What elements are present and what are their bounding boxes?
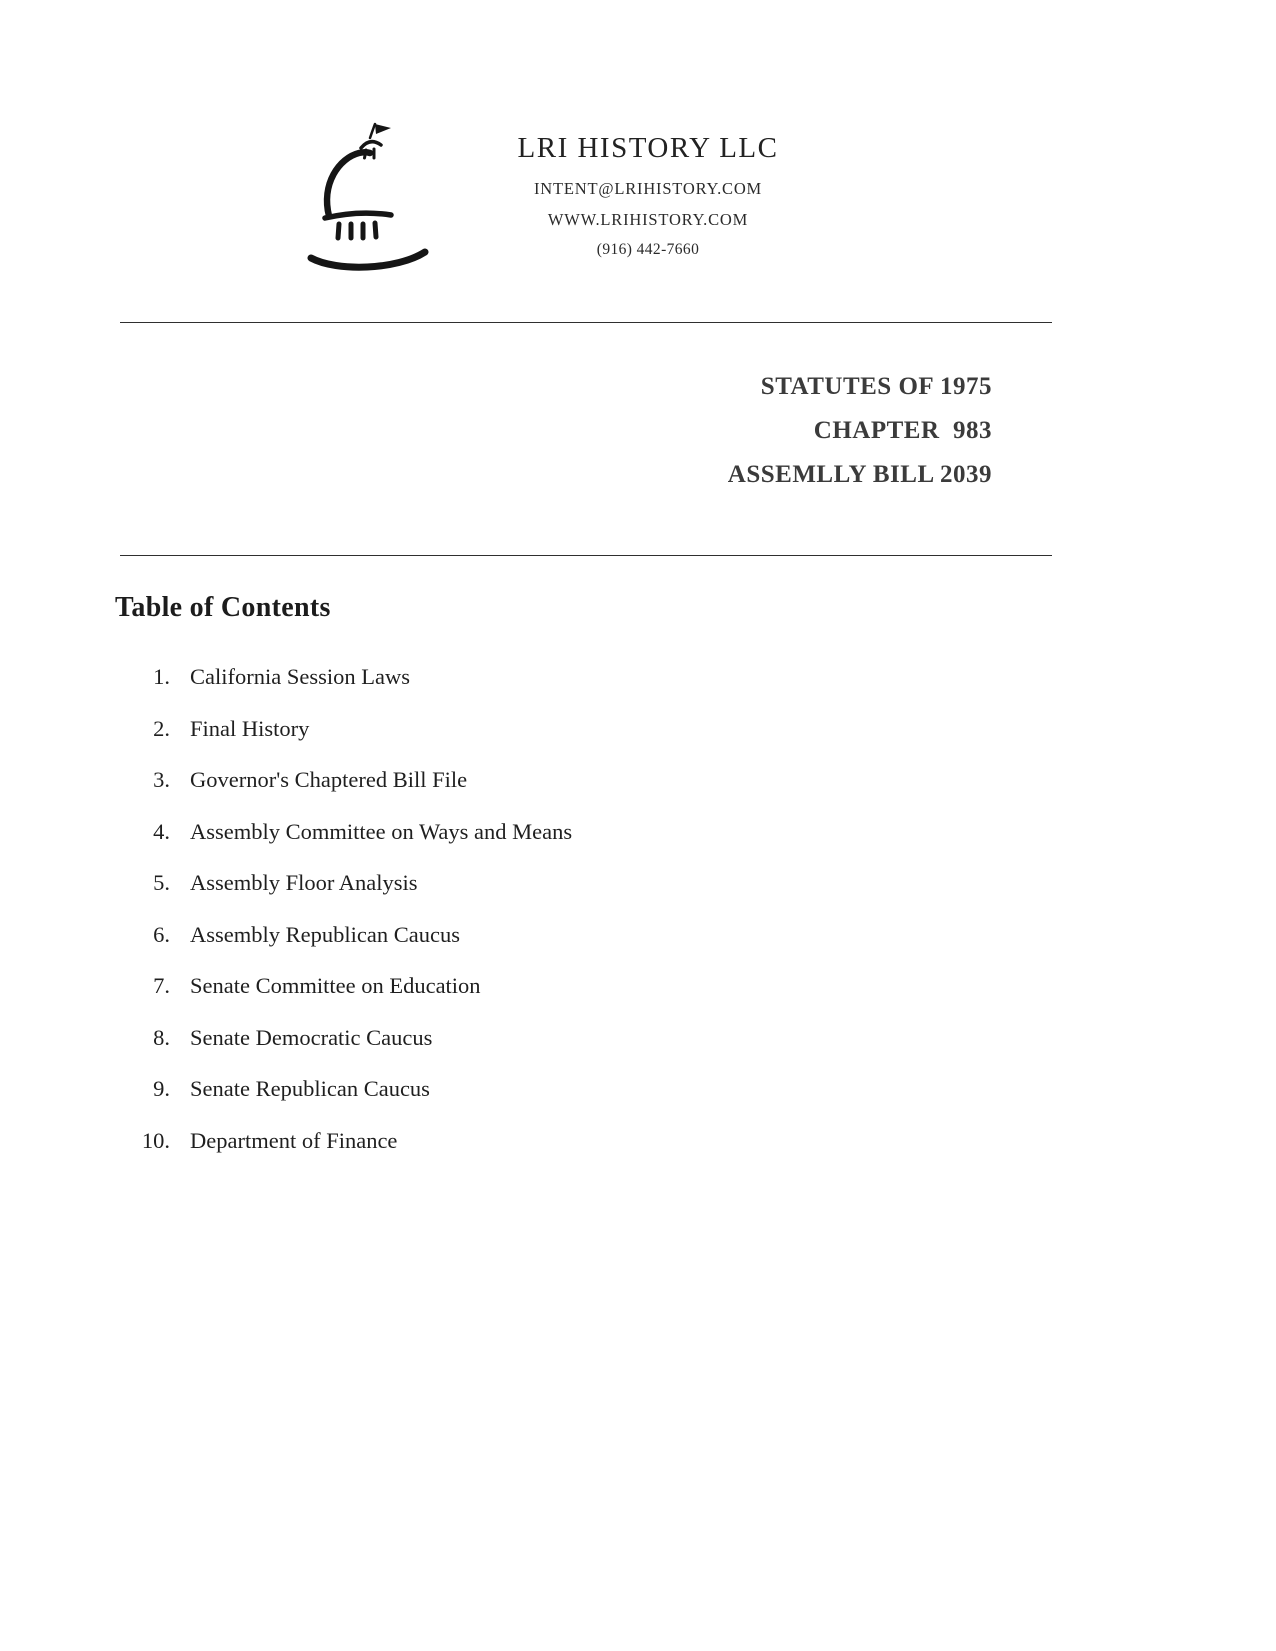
toc-item-label: Senate Democratic Caucus <box>190 1024 433 1050</box>
company-email: INTENT@LRIHISTORY.COM <box>533 179 763 198</box>
toc-list <box>118 664 1276 1154</box>
divider-bottom <box>120 555 1052 556</box>
company-website: WWW.LRIHISTORY.COM <box>547 210 749 229</box>
toc-heading: Table of Contents <box>115 592 331 623</box>
toc-item-label: Senate Republican Caucus <box>190 1076 430 1101</box>
company-name: LRI HISTORY LLC <box>517 132 779 164</box>
toc-item-label: Assembly Republican Caucus <box>190 921 460 947</box>
assembly-bill-line: ASSEMLLY BILL 2039 <box>727 461 992 488</box>
toc-item-number: 7. <box>153 973 170 998</box>
toc-item-number: 10. <box>141 1127 170 1153</box>
toc-item <box>118 664 1276 690</box>
toc-item <box>118 973 1276 999</box>
toc-item-label: Final History <box>190 715 310 741</box>
toc-item <box>118 1128 1276 1154</box>
toc-item <box>118 1076 1276 1102</box>
toc-item-number: 6. <box>153 921 170 947</box>
company-phone: (916) 442-7660 <box>596 241 700 258</box>
toc-item-number: 4. <box>153 818 170 844</box>
toc-item-number: 8. <box>153 1024 170 1050</box>
statutes-line: STATUTES OF 1975 <box>760 373 992 400</box>
toc-item-label: California Session Laws <box>190 664 410 689</box>
toc-item-label: Assembly Committee on Ways and Means <box>190 818 573 844</box>
divider-top <box>120 322 1052 323</box>
toc-item <box>118 1025 1276 1051</box>
toc-item <box>118 716 1276 742</box>
toc-item <box>118 819 1276 845</box>
statutes-title-block <box>120 365 992 497</box>
toc-item-label: Assembly Floor Analysis <box>190 870 418 895</box>
toc-item-number: 5. <box>153 870 170 895</box>
toc-item-number: 3. <box>153 767 170 792</box>
letterhead <box>0 0 1276 278</box>
chapter-line: CHAPTER 983 <box>813 417 992 444</box>
toc-item-number: 2. <box>153 715 170 741</box>
toc-item-label: Department of Finance <box>190 1127 398 1153</box>
toc-item-number: 1. <box>153 664 170 689</box>
toc-item-label: Senate Committee on Education <box>190 973 481 998</box>
toc-item <box>118 767 1276 793</box>
toc-item-label: Governor's Chaptered Bill File <box>190 767 468 792</box>
letterhead-text <box>483 118 813 259</box>
toc-item-number: 9. <box>153 1076 170 1101</box>
toc-item <box>118 922 1276 948</box>
toc-item <box>118 870 1276 896</box>
capitol-logo-icon <box>295 118 445 278</box>
